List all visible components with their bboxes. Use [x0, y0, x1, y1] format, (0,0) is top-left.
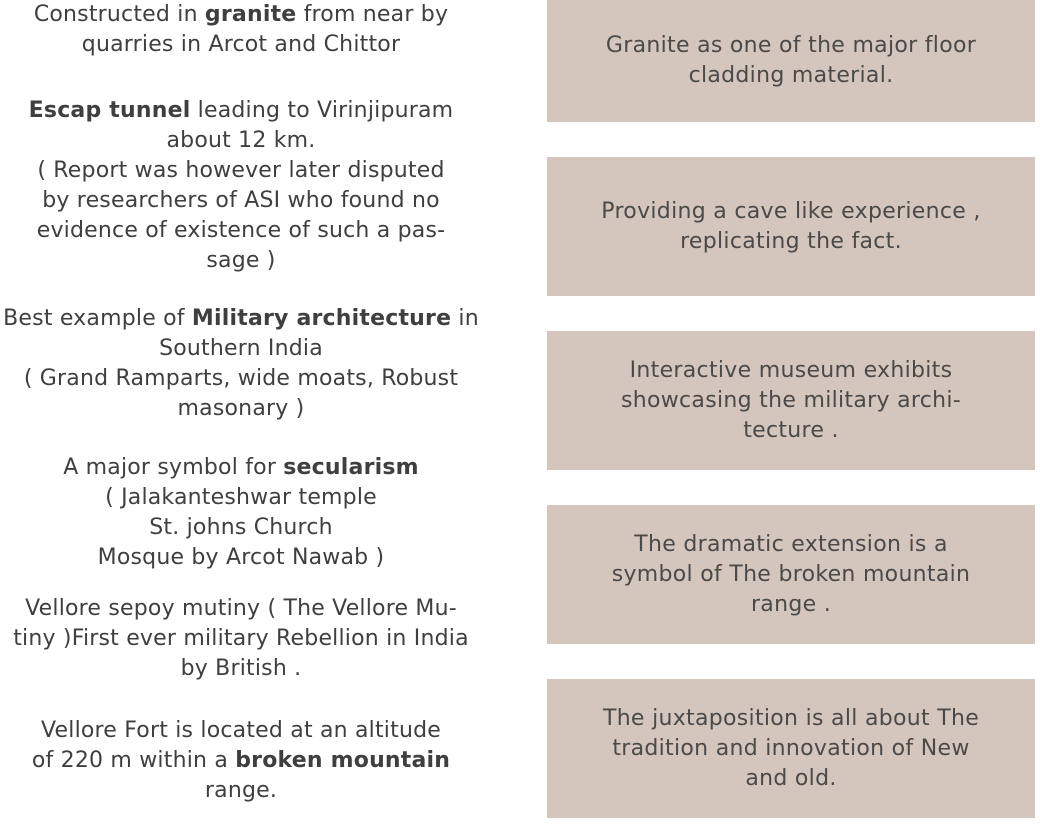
- text-run: Best example of: [3, 306, 192, 331]
- text-run: leading to Virinjipuram: [190, 98, 454, 123]
- card-juxtaposition: [547, 679, 1035, 818]
- text-line: [2, 126, 480, 156]
- text-line: [2, 0, 480, 30]
- text-line: [2, 746, 480, 776]
- card-line: The dramatic extension is a: [634, 531, 948, 557]
- text-run: ( Jalakanteshwar temple: [105, 485, 377, 510]
- left-item-granite: [2, 0, 480, 60]
- text-line: [2, 513, 480, 543]
- text-line: [2, 716, 480, 746]
- text-line: [2, 186, 480, 216]
- left-item-broken-mountain: [2, 716, 480, 806]
- text-line: [2, 594, 480, 624]
- card-line: replicating the fact.: [680, 228, 902, 254]
- text-run: A major symbol for: [63, 455, 284, 480]
- text-line: [2, 304, 480, 334]
- text-run: range.: [204, 778, 278, 803]
- left-item-sepoy-mutiny: [2, 594, 480, 684]
- card-line: symbol of The broken mountain: [611, 561, 971, 587]
- card-text: [606, 31, 976, 91]
- text-run: Mosque by Arcot Nawab ): [97, 545, 385, 570]
- card-line: Providing a cave like experience ,: [601, 198, 981, 224]
- card-text: [603, 704, 979, 794]
- text-line: [2, 543, 480, 573]
- left-item-secularism: [2, 453, 480, 573]
- text-run: sage ): [206, 248, 276, 273]
- text-run: by researchers of ASI who found no: [42, 188, 440, 213]
- emphasis-text: granite: [204, 2, 297, 27]
- text-run: evidence of existence of such a pas-: [36, 218, 446, 243]
- card-line: Granite as one of the major floor: [605, 33, 977, 58]
- text-line: [2, 156, 480, 186]
- card-text: [612, 530, 971, 620]
- emphasis-text: secularism: [283, 455, 419, 480]
- card-museum-exhibits: [547, 331, 1035, 470]
- emphasis-text: Military architecture: [191, 306, 452, 331]
- card-cave-experience: [547, 157, 1035, 296]
- card-line: The juxtaposition is all about The: [602, 705, 980, 731]
- text-run: Constructed in: [33, 2, 205, 27]
- text-run: ( Report was however later disputed: [37, 158, 445, 183]
- left-item-escape-tunnel: [2, 96, 480, 276]
- text-run: of 220 m within a: [31, 748, 236, 773]
- card-dramatic-extension: [547, 505, 1035, 644]
- card-text: [601, 197, 980, 257]
- text-run: tiny )First ever military Rebellion in India: [13, 626, 469, 651]
- text-run: in: [451, 306, 479, 331]
- text-line: [2, 483, 480, 513]
- text-run: masonary ): [177, 396, 305, 421]
- text-line: [2, 216, 480, 246]
- card-line: tecture .: [743, 417, 839, 443]
- text-line: [2, 624, 480, 654]
- emphasis-text: broken mountain: [235, 748, 451, 773]
- text-run: from near by: [296, 2, 449, 27]
- text-run: Vellore sepoy mutiny ( The Vellore Mu-: [25, 596, 457, 621]
- text-run: Southern India: [159, 336, 323, 361]
- card-text: [621, 356, 961, 446]
- card-line: range .: [750, 591, 832, 617]
- text-line: [2, 246, 480, 276]
- text-line: [2, 776, 480, 806]
- card-line: cladding material.: [688, 63, 894, 88]
- text-line: [2, 96, 480, 126]
- card-line: showcasing the military archi-: [620, 387, 962, 413]
- left-item-military-architecture: [2, 304, 480, 424]
- text-line: [2, 30, 480, 60]
- card-line: Interactive museum exhibits: [629, 357, 953, 383]
- text-line: [2, 334, 480, 364]
- emphasis-text: Escap tunnel: [28, 98, 191, 123]
- card-line: and old.: [745, 765, 837, 791]
- card-granite-cladding: [547, 0, 1035, 122]
- text-run: St. johns Church: [149, 515, 333, 540]
- text-run: about 12 km.: [166, 128, 316, 153]
- text-line: [2, 654, 480, 684]
- text-line: [2, 453, 480, 483]
- text-line: [2, 364, 480, 394]
- text-line: [2, 394, 480, 424]
- text-run: by British .: [180, 656, 302, 681]
- text-run: ( Grand Ramparts, wide moats, Robust: [23, 366, 459, 391]
- text-run: Vellore Fort is located at an altitude: [40, 718, 441, 743]
- text-run: quarries in Arcot and Chittor: [81, 32, 401, 57]
- card-line: tradition and innovation of New: [612, 735, 970, 761]
